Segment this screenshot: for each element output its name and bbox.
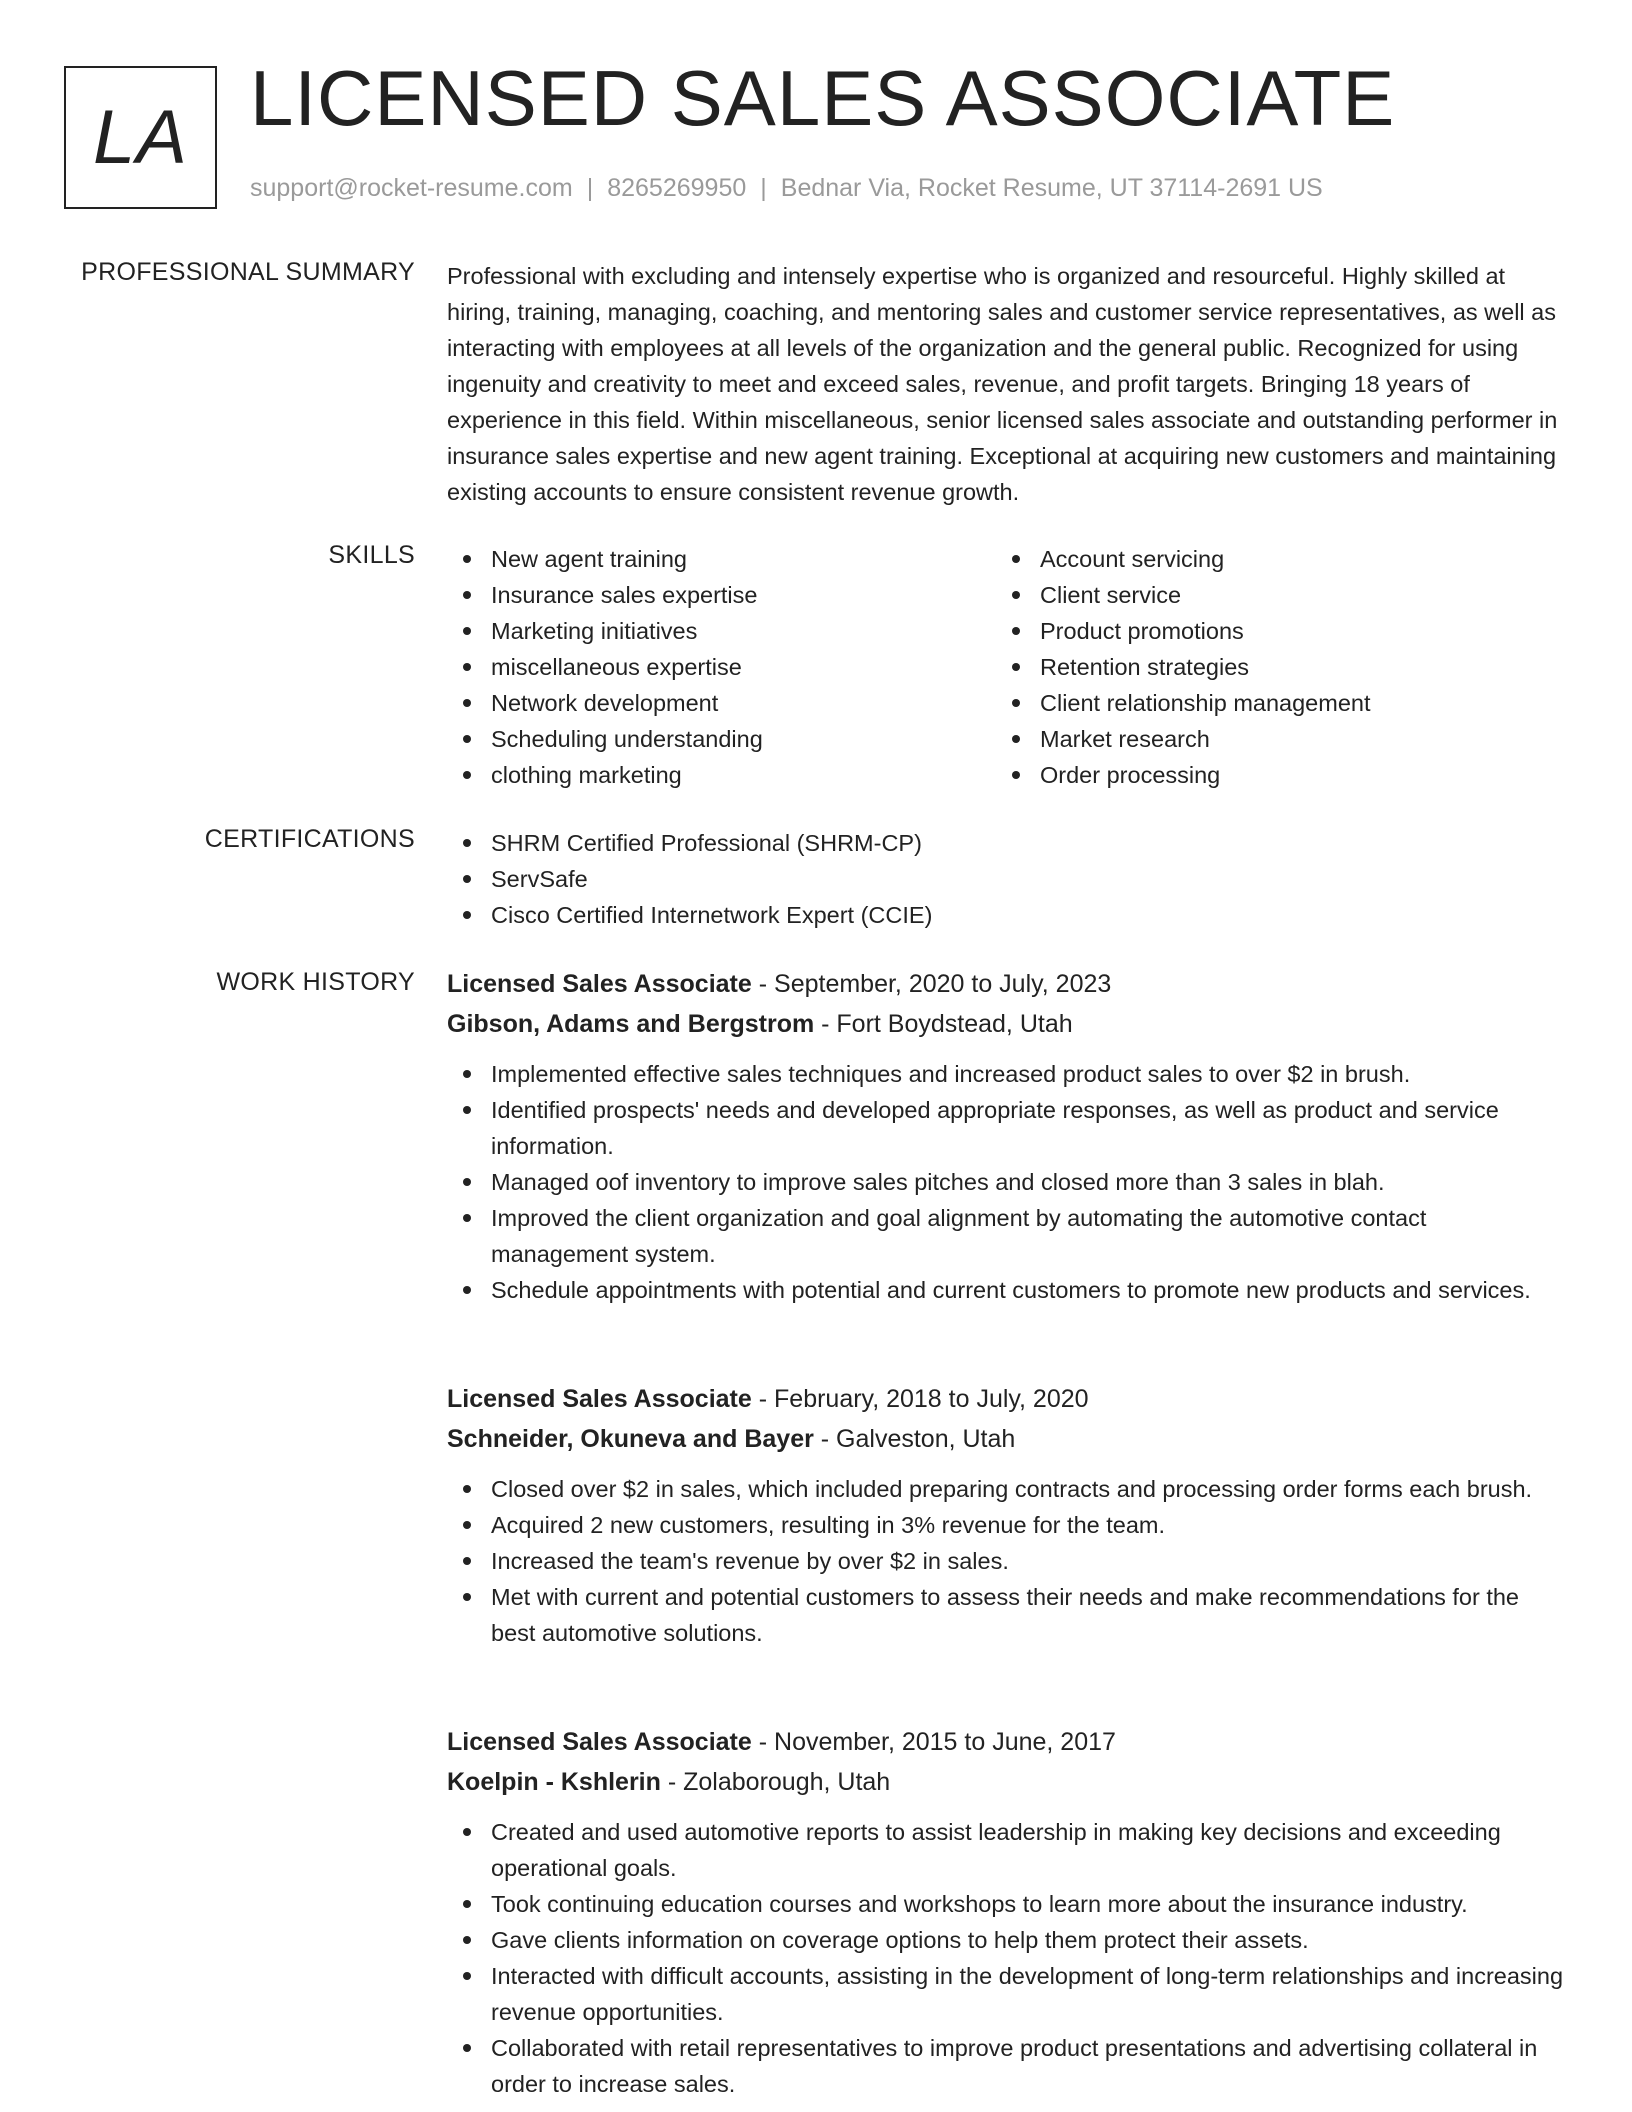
job-bullet: Created and used automotive reports to assist leadership in making key decisions and exceeding operational goals. (447, 1814, 1567, 1886)
skill-item: Product promotions (996, 613, 1545, 649)
job-company: Koelpin - Kshlerin (447, 1768, 661, 1796)
job-role-line (447, 1722, 1567, 1762)
job-entry (447, 964, 1567, 1308)
job-role: Licensed Sales Associate (447, 1728, 752, 1756)
job-bullets (447, 1814, 1567, 2102)
job-bullet: Implemented effective sales techniques and increased product sales to over $2 in brush. (447, 1056, 1567, 1092)
skills-list-left (447, 541, 996, 793)
job-role: Licensed Sales Associate (447, 970, 752, 998)
skill-item: Network development (447, 685, 996, 721)
skill-item: Client service (996, 577, 1545, 613)
job-role-line (447, 1379, 1567, 1419)
job-location: - Zolaborough, Utah (660, 1768, 891, 1796)
job-bullet: Met with current and potential customers to assess their needs and make recommendations for the best automotive solutions. (447, 1579, 1567, 1651)
skill-item: Marketing initiatives (447, 613, 996, 649)
job-role-line (447, 964, 1567, 1004)
job-dates: - September, 2020 to July, 2023 (751, 970, 1112, 998)
job-dates: - November, 2015 to June, 2017 (751, 1728, 1116, 1756)
job-company-line (447, 1762, 1567, 1802)
job-company-line (447, 1419, 1567, 1459)
certification-item: Cisco Certified Internetwork Expert (CCIE) (447, 897, 1567, 933)
contact-address: Bednar Via, Rocket Resume, UT 37114-2691 US (780, 174, 1323, 202)
skills-list-right (996, 541, 1545, 793)
skill-item: Order processing (996, 757, 1545, 793)
contact-line (250, 174, 1323, 203)
job-bullet: Improved the client organization and goal alignment by automating the automotive contact management system. (447, 1200, 1567, 1272)
section-title-summary: PROFESSIONAL SUMMARY (81, 258, 415, 286)
job-bullet: Identified prospects' needs and developed appropriate responses, as well as product and service information. (447, 1092, 1567, 1164)
job-dates: - February, 2018 to July, 2020 (751, 1385, 1089, 1413)
job-bullet: Closed over $2 in sales, which included preparing contracts and processing order forms each brush. (447, 1471, 1567, 1507)
job-bullet: Acquired 2 new customers, resulting in 3% revenue for the team. (447, 1507, 1567, 1543)
skill-item: clothing marketing (447, 757, 996, 793)
contact-phone: 8265269950 (607, 174, 747, 202)
certifications-list (447, 825, 1567, 933)
skill-item: Scheduling understanding (447, 721, 996, 757)
job-bullet: Interacted with difficult accounts, assisting in the development of long-term relationships and increasing revenue opportunities. (447, 1958, 1567, 2030)
job-bullet: Gave clients information on coverage options to help them protect their assets. (447, 1922, 1567, 1958)
job-company: Schneider, Okuneva and Bayer (447, 1425, 814, 1453)
job-bullet: Increased the team's revenue by over $2 in sales. (447, 1543, 1567, 1579)
section-title-work-history: WORK HISTORY (216, 968, 415, 996)
summary-text: Professional with excluding and intensely expertise who is organized and resourceful. Highly skilled at hiring, training, managing, coaching, and mentoring sales and customer service representatives, as well as interacting with employees at all levels of the organization and the general public. Recognized for using ingenuity and creativity to meet and exceed sales, revenue, and profit targets. Bringing 18 years of experience in this field. Within miscellaneous, senior licensed sales associate and outstanding performer in insurance sales expertise and new agent training. Exceptional at acquiring new customers and maintaining existing accounts to ensure consistent revenue growth. (447, 263, 1558, 505)
certification-item: SHRM Certified Professional (SHRM-CP) (447, 825, 1567, 861)
skill-item: Account servicing (996, 541, 1545, 577)
skill-item: Insurance sales expertise (447, 577, 996, 613)
job-entry (447, 1722, 1567, 2102)
job-role: Licensed Sales Associate (447, 1385, 752, 1413)
job-company-line (447, 1004, 1567, 1044)
skill-item: New agent training (447, 541, 996, 577)
contact-email: support@rocket-resume.com (250, 174, 573, 202)
skill-item: Retention strategies (996, 649, 1545, 685)
job-bullets (447, 1056, 1567, 1308)
monogram-initials: LA (93, 95, 188, 180)
skill-item: Market research (996, 721, 1545, 757)
job-location: - Galveston, Utah (813, 1425, 1016, 1453)
job-bullets (447, 1471, 1567, 1651)
job-entry (447, 1379, 1567, 1651)
skills-body (447, 541, 1567, 793)
job-bullet: Managed oof inventory to improve sales pitches and closed more than 3 sales in blah. (447, 1164, 1567, 1200)
job-bullet: Took continuing education courses and workshops to learn more about the insurance industry. (447, 1886, 1567, 1922)
job-company: Gibson, Adams and Bergstrom (447, 1010, 815, 1038)
candidate-title: LICENSED SALES ASSOCIATE (250, 54, 1396, 142)
certifications-body (447, 825, 1567, 933)
contact-separator: | (760, 174, 767, 202)
job-location: - Fort Boydstead, Utah (814, 1010, 1073, 1038)
contact-separator: | (586, 174, 594, 202)
job-bullet: Collaborated with retail representatives to improve product presentations and advertising collateral in order to increase sales. (447, 2030, 1567, 2102)
certification-item: ServSafe (447, 861, 1567, 897)
skill-item: Client relationship management (996, 685, 1545, 721)
skill-item: miscellaneous expertise (447, 649, 996, 685)
section-title-skills: SKILLS (328, 541, 415, 569)
job-bullet: Schedule appointments with potential and current customers to promote new products and services. (447, 1272, 1567, 1308)
section-title-certifications: CERTIFICATIONS (204, 825, 415, 853)
monogram-box (64, 66, 217, 209)
